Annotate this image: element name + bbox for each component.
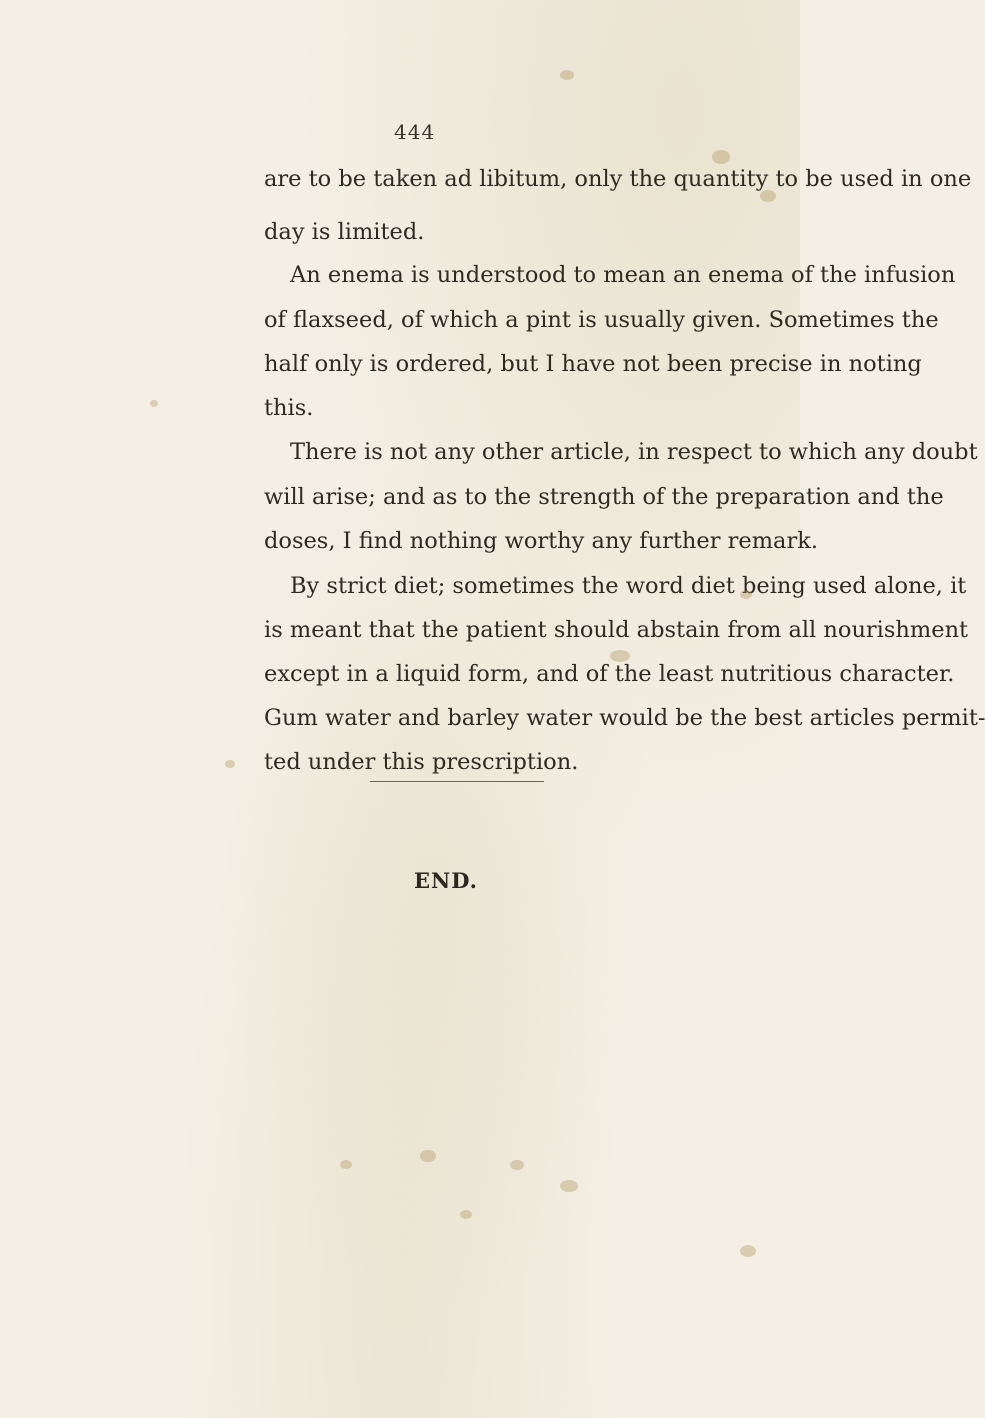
- foxing-spot: [760, 190, 776, 202]
- text-line: day is limited.: [264, 219, 425, 245]
- text-line: will arise; and as to the strength of the preparation and the: [264, 484, 944, 510]
- foxing-spot: [712, 150, 730, 164]
- foxing-spot: [420, 1150, 436, 1162]
- foxing-spot: [560, 1180, 578, 1192]
- text-line: There is not any other article, in respect to which any doubt: [290, 439, 978, 465]
- end-rule: [370, 781, 544, 782]
- text-line: ted under this prescription.: [264, 749, 579, 775]
- text-line: half only is ordered, but I have not been precise in noting: [264, 351, 922, 377]
- foxing-spot: [740, 1245, 756, 1257]
- page-number: 444: [394, 120, 436, 144]
- foxing-spot: [460, 1210, 472, 1219]
- text-line: Gum water and barley water would be the best articles permit-: [264, 705, 985, 731]
- text-line: except in a liquid form, and of the least nutritious character.: [264, 661, 955, 687]
- text-line: this.: [264, 395, 314, 421]
- foxing-spot: [610, 650, 630, 662]
- foxing-spot: [225, 760, 235, 768]
- foxing-spot: [340, 1160, 352, 1169]
- foxing-spot: [560, 70, 574, 80]
- text-line: of flaxseed, of which a pint is usually given. Sometimes the: [264, 307, 939, 333]
- text-line: are to be taken ad libitum, only the quantity to be used in one: [264, 166, 972, 192]
- text-line: is meant that the patient should abstain from all nourishment: [264, 617, 969, 643]
- text-line: By strict diet; sometimes the word diet being used alone, it: [290, 573, 967, 599]
- text-line: doses, I find nothing worthy any further remark.: [264, 528, 818, 554]
- text-line: An enema is understood to mean an enema of the infusion: [290, 262, 956, 288]
- foxing-spot: [150, 400, 158, 407]
- foxing-spot: [510, 1160, 524, 1170]
- foxing-spot: [740, 590, 752, 599]
- end-mark: END.: [414, 868, 478, 893]
